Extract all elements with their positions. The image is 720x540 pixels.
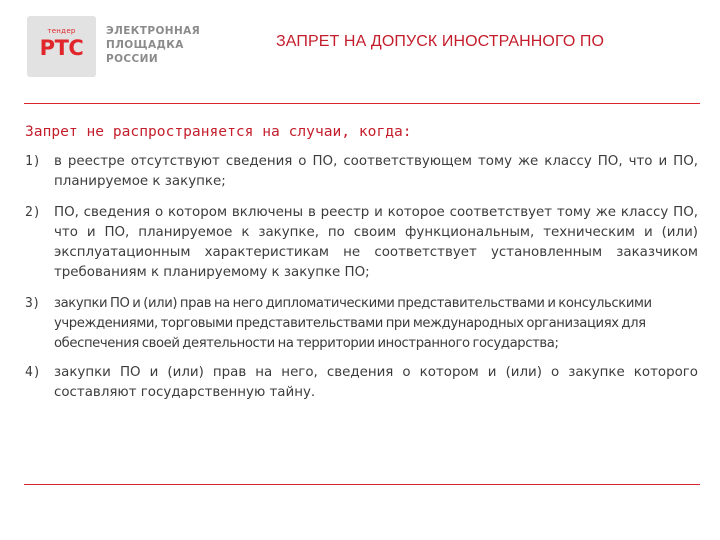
list-item [25, 363, 698, 403]
top-divider [24, 103, 700, 104]
list-item-number: 1) [25, 154, 41, 169]
logo-caption-line: ПЛОЩАДКА [106, 39, 184, 51]
logo-brand: РТС [39, 36, 84, 60]
logo-caption-line: ЭЛЕКТРОННАЯ [106, 25, 201, 37]
list-item-number: 3) [25, 296, 40, 311]
list-item-text: ПО, сведения о котором включены в реестр и которое соответствует тому же классу ПО, что и ПО, планируемое к закупке, по своим функциональным, техническим и (или) эксплуатационным характеристикам не соответствует установленным заказчиком требованиям к планируемому к закупке ПО; [54, 205, 698, 280]
list-item-text: закупки ПО и (или) прав на него дипломатическими представительствами и консульскими учреждениями, торговыми представительствами при международных организациях для обеспечения своей деятельности на территории иностранного государства; [54, 296, 652, 351]
logo-badge [27, 16, 96, 77]
logo-tender-label: тендер [47, 27, 76, 35]
logo [27, 16, 200, 77]
list-item [25, 152, 698, 192]
list-item-number: 4) [25, 365, 41, 380]
page-title: ЗАПРЕТ НА ДОПУСК ИНОСТРАННОГО ПО [276, 33, 605, 50]
section-heading: Запрет не распространяется на случаи, когда: [25, 123, 412, 140]
list-item [25, 294, 698, 354]
list-item-text: в реестре отсутствуют сведения о ПО, соответствующем тому же классу ПО, что и ПО, планируемое к закупке; [54, 154, 698, 189]
bottom-divider [24, 484, 700, 485]
list-item-number: 2) [25, 205, 41, 220]
logo-caption-line: РОССИИ [106, 53, 159, 65]
list-item-text: закупки ПО и (или) прав на него, сведения о котором и (или) о закупке которого составляют государственную тайну. [54, 365, 698, 400]
list-item [25, 203, 698, 283]
exceptions-list [25, 152, 698, 414]
logo-caption [106, 24, 200, 66]
